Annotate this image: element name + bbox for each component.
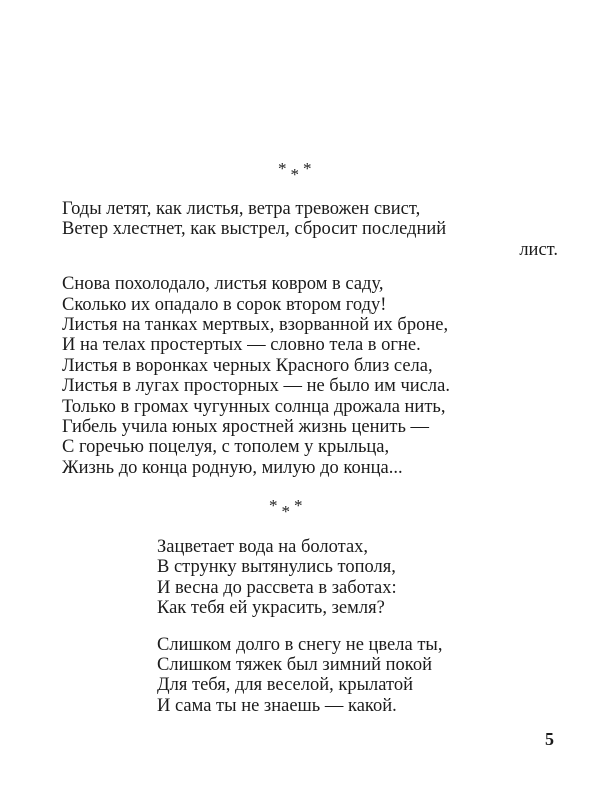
poem-line: И сама ты не знаешь — какой.	[157, 695, 397, 716]
poem-1-stanza-2	[62, 274, 558, 478]
poem-line-carryover: лист.	[519, 239, 558, 260]
poem-line: Для тебя, для веселой, крылатой	[157, 675, 413, 696]
poem-line: Ветер хлестнет, как выстрел, сбросит последний	[62, 219, 447, 240]
asterism-star: *	[278, 159, 287, 178]
poem-line: Гибель учила юных яростней жизнь ценить —	[62, 416, 430, 437]
poem-2-stanza-2	[157, 635, 487, 717]
asterism-star: *	[290, 165, 299, 184]
poem-2-stanza-1	[157, 537, 487, 619]
poem-line: Только в громах чугунных солнца дрожала нить,	[62, 396, 446, 417]
asterism-star: *	[303, 159, 312, 178]
page-number: 5	[545, 729, 554, 749]
poem-line: Слишком тяжек был зимний покой	[157, 654, 432, 675]
asterism-star: *	[269, 496, 278, 515]
poem-2	[157, 537, 487, 716]
poem-line: Жизнь до конца родную, милую до конца...	[62, 457, 403, 478]
asterism-divider-1	[276, 159, 314, 184]
asterism-divider-2	[267, 496, 305, 521]
poem-line: Годы летят, как листья, ветра тревожен свист,	[62, 199, 421, 219]
poem-line: Как тебя ей украсить, земля?	[157, 598, 385, 619]
poem-line: Листья на танках мертвых, взорванной их броне,	[62, 314, 449, 335]
asterism-star: *	[281, 502, 290, 521]
asterism-star: *	[294, 496, 303, 515]
poem-line: Слишком долго в снегу не цвела ты,	[157, 634, 443, 655]
poem-line: С горечью поцелуя, с тополем у крыльца,	[62, 437, 390, 458]
poem-line: Зацветает вода на болотах,	[157, 537, 369, 557]
poem-line: Сколько их опадало в сорок втором году!	[62, 294, 387, 315]
poem-line: Снова похолодало, листья ковром в саду,	[62, 274, 384, 295]
poem-1	[62, 199, 558, 478]
poem-1-stanza-1	[62, 199, 558, 260]
poem-line: Листья в лугах просторных — не было им числа.	[62, 376, 450, 397]
poem-line: И на телах простертых — словно тела в огне.	[62, 335, 421, 356]
poem-line: Листья в воронках черных Красного близ села,	[62, 355, 433, 376]
poem-line: И весна до рассвета в заботах:	[157, 577, 397, 598]
poem-line: В струнку вытянулись тополя,	[157, 557, 396, 578]
